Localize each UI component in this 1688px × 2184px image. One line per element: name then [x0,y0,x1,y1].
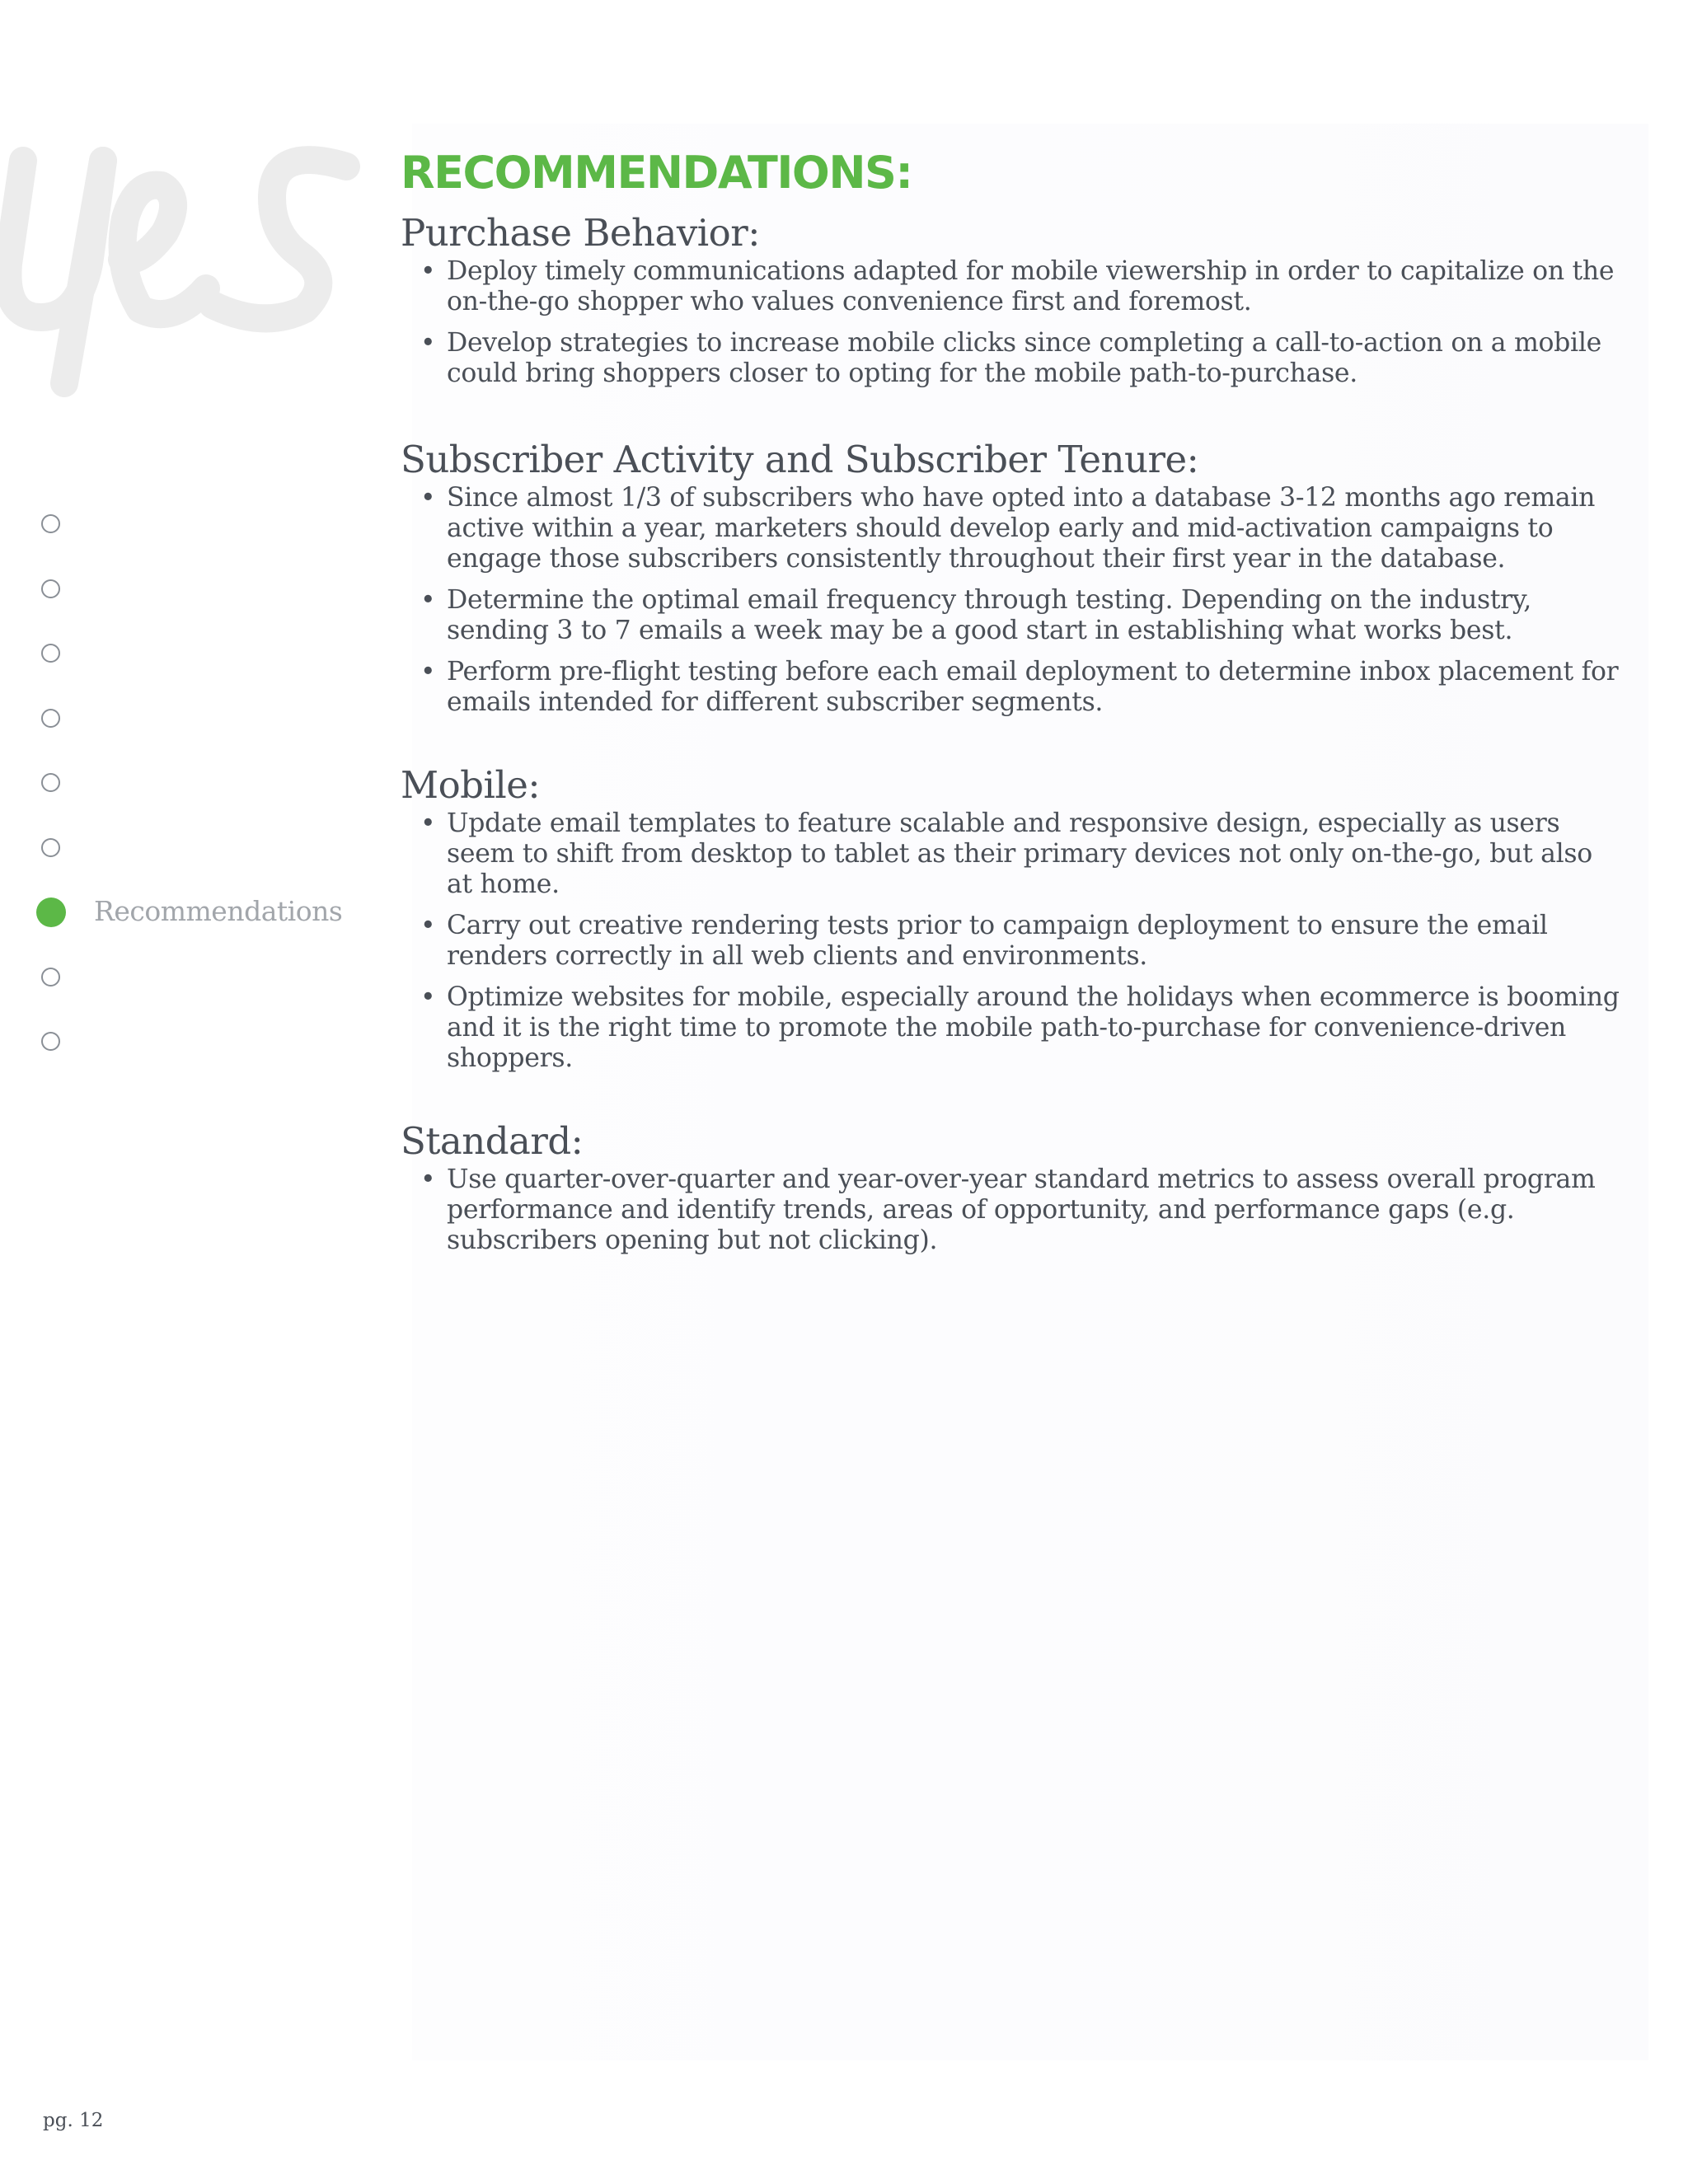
main-content [401,144,1620,1267]
section-heading: Subscriber Activity and Subscriber Tenure: [401,438,1199,481]
bullet-list [401,1165,1620,1256]
bullet-list [401,256,1620,389]
section-subscriber-activity [401,437,1620,718]
section-nav [41,503,387,1085]
nav-dot-icon [41,579,60,598]
nav-item-2[interactable] [41,568,387,633]
bullet-item: • Optimize websites for mobile, especially around the holidays when ecommerce is booming and it is the right time to promote the mobile path-to-purchase for convenience-driven shoppers. [401,982,1620,1074]
nav-item-8[interactable] [41,956,387,1021]
bullet-item: • Develop strategies to increase mobile clicks since completing a call-to-action on a mobile could bring shoppers closer to opting for the mobile path-to-purchase. [401,328,1620,389]
nav-item-9[interactable] [41,1020,387,1085]
bullet-list [401,808,1620,1074]
nav-dot-icon [41,968,60,987]
nav-item-1[interactable] [41,503,387,568]
nav-dot-icon [41,709,60,728]
nav-dot-icon [41,644,60,663]
nav-dot-icon [41,773,60,792]
section-purchase-behavior [401,210,1620,389]
nav-dot-icon [41,838,60,857]
section-heading: Purchase Behavior: [401,211,760,255]
section-standard [401,1118,1620,1256]
page-title: RECOMMENDATIONS: [401,147,912,199]
nav-dot-icon [41,1032,60,1051]
section-heading: Standard: [401,1119,584,1163]
bullet-item: • Perform pre-flight testing before each email deployment to determine inbox placement for emails intended for different subscriber segments. [401,657,1620,718]
nav-item-3[interactable] [41,632,387,697]
nav-label-recommendations: Recommendations [94,895,343,927]
bullet-list [401,483,1620,718]
section-heading: Mobile: [401,763,541,807]
nav-dot-icon [41,514,60,533]
nav-item-recommendations[interactable] [41,891,387,956]
bullet-item: • Determine the optimal email frequency through testing. Depending on the industry, sending 3 to 7 emails a week may be a good start in establishing what works best. [401,585,1620,646]
bullet-item: • Since almost 1/3 of subscribers who have opted into a database 3-12 months ago remain active within a year, marketers should develop early and mid-activation campaigns to engage those subscribers consistently throughout their first year in the database. [401,483,1620,574]
page-number: pg. 12 [43,2110,104,2131]
section-mobile [401,762,1620,1074]
bullet-item: • Carry out creative rendering tests prior to campaign deployment to ensure the email renders correctly in all web clients and environments. [401,911,1620,972]
nav-item-6[interactable] [41,827,387,892]
bullet-item: • Update email templates to feature scalable and responsive design, especially as users seem to shift from desktop to tablet as their primary devices not only on-the-go, but also at home. [401,808,1620,900]
yes-logo-watermark [0,140,363,404]
nav-item-5[interactable] [41,762,387,827]
nav-dot-active-icon [36,898,66,927]
nav-item-4[interactable] [41,697,387,762]
bullet-item: • Deploy timely communications adapted for mobile viewership in order to capitalize on the on-the-go shopper who values convenience first and foremost. [401,256,1620,317]
bullet-item: • Use quarter-over-quarter and year-over-year standard metrics to assess overall program performance and identify trends, areas of opportunity, and performance gaps (e.g. subscribers opening but not clicking). [401,1165,1620,1256]
